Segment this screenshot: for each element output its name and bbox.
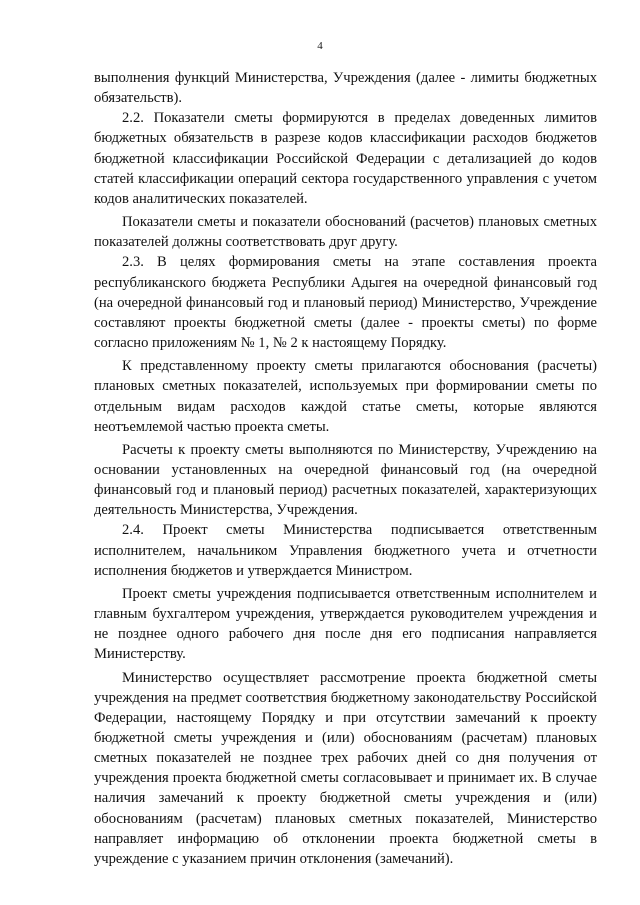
paragraph: Проект сметы учреждения подписывается ответственным исполнителем и главным бухгалтером учреждения, утверждается руководителем учреждения и не позднее одного рабочего дня после дня его подписания направляется Министерству.: [94, 585, 597, 663]
paragraph: Показатели сметы и показатели обоснований (расчетов) плановых сметных показателей должны соответствовать друг другу.: [94, 214, 597, 251]
document-body: [94, 68, 597, 869]
paragraph: Расчеты к проекту сметы выполняются по Министерству, Учреждению на основании установленных на очередной финансовый год (на очередной финансовый год и плановый период) расчетных показателей, характеризующих деятельность Министерства, Учреждения.: [94, 441, 597, 519]
paragraph: К представленному проекту сметы прилагаются обоснования (расчеты) плановых сметных показателей, используемых при формировании сметы по отдельным видам расходов каждой статье сметы, которые являются неотъемлемой частью проекта сметы.: [94, 358, 597, 435]
page-number: 4: [317, 40, 323, 52]
paragraph-continuation: выполнения функций Министерства, Учреждения (далее - лимиты бюджетных обязательств).: [94, 70, 597, 107]
paragraph-2-3: 2.3. В целях формирования сметы на этапе составления проекта республиканского бюджета Республики Адыгея на очередной финансовый год (на очередной финансовый год и плановый период) Министерство, Учреждение составляют проекты бюджетной сметы (далее - проекты сметы) по форме согласно приложениям № 1, № 2 к настоящему Порядку.: [94, 254, 597, 352]
paragraph-2-4: 2.4. Проект сметы Министерства подписывается ответственным исполнителем, начальником Управления бюджетного учета и отчетности исполнения бюджетов и утверждается Министром.: [94, 522, 597, 579]
paragraph-2-2: 2.2. Показатели сметы формируются в пределах доведенных лимитов бюджетных обязательств в разрезе кодов классификации расходов бюджетов бюджетной классификации Российской Федерации с детализацией до кодов статей классификации операций сектора государственного управления с учетом кодов аналитических показателей.: [94, 110, 597, 207]
paragraph: Министерство осуществляет рассмотрение проекта бюджетной сметы учреждения на предмет соответствия бюджетному законодательству Российской Федерации, настоящему Порядку и при отсутствии замечаний к проекту бюджетной сметы учреждения и (или) обоснованиям (расчетам) плановых сметных показателей не позднее трех рабочих дней со дня получения от учреждения проекта бюджетной сметы согласовывает и принимает их. В случае наличия замечаний к проекту бюджетной сметы учреждения и (или) обоснованиям (расчетам) плановых сметных показателей, Министерство направляет информацию об отклонении проекта бюджетной сметы в учреждение с указанием причин отклонения (замечаний).: [94, 669, 597, 867]
